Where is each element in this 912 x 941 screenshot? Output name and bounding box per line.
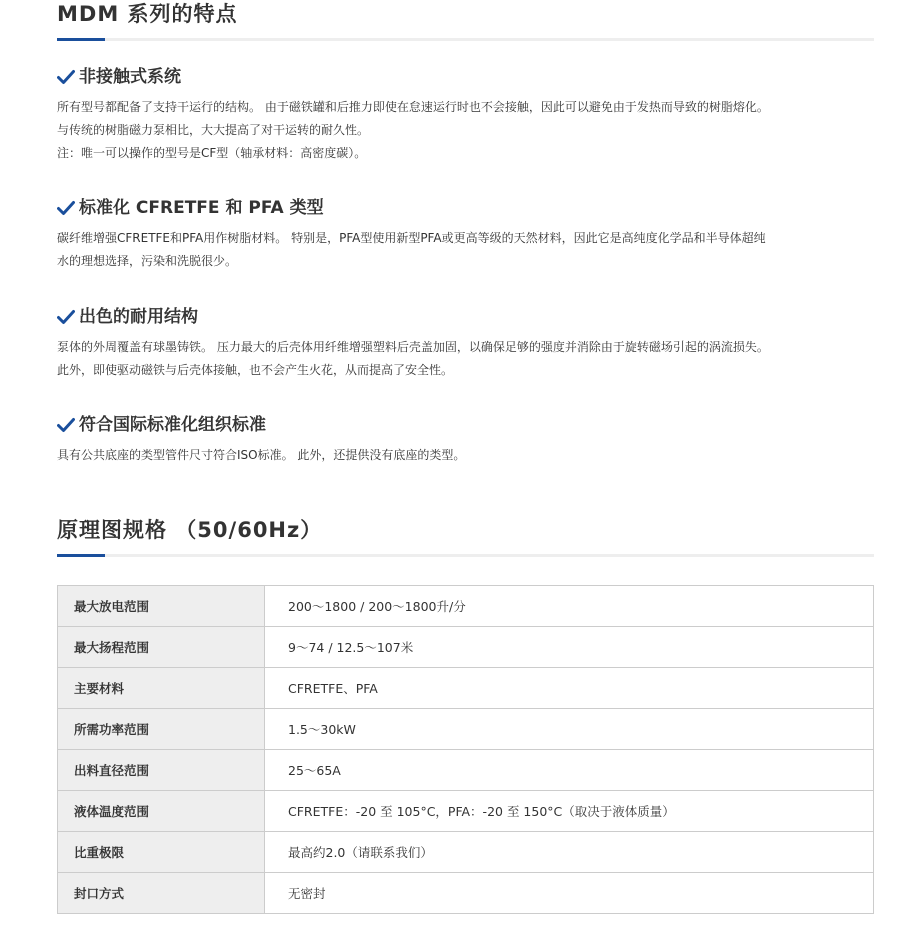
- feature-text-line: 具有公共底座的类型管件尺寸符合ISO标准。 此外，还提供没有底座的类型。: [57, 448, 466, 462]
- check-icon: [57, 69, 75, 85]
- features-section: [57, 0, 874, 41]
- feature-heading: [57, 306, 874, 328]
- check-icon: [57, 309, 75, 325]
- table-row: [58, 832, 874, 873]
- title-rule: [57, 38, 874, 41]
- feature-heading: [57, 414, 874, 436]
- feature-heading: [57, 66, 874, 88]
- table-row: [58, 586, 874, 627]
- spec-value: 9～74 / 12.5～107米: [265, 627, 874, 668]
- feature-description: [57, 336, 874, 382]
- spec-label: 出料直径范围: [58, 750, 265, 791]
- table-row: [58, 873, 874, 914]
- feature-item: [57, 414, 874, 467]
- table-row: [58, 791, 874, 832]
- feature-text-line: 与传统的树脂磁力泵相比，大大提高了对干运转的耐久性。: [57, 123, 370, 137]
- specs-section: [57, 516, 874, 557]
- spec-value: CFRETFE、PFA: [265, 668, 874, 709]
- spec-value: 无密封: [265, 873, 874, 914]
- title-rule-accent: [57, 554, 105, 557]
- title-rule: [57, 554, 874, 557]
- section-title-specs: 原理图规格 （50/60Hz）: [57, 518, 323, 542]
- table-row: [58, 750, 874, 791]
- table-row: [58, 627, 874, 668]
- spec-value: 1.5～30kW: [265, 709, 874, 750]
- feature-item: [57, 197, 874, 273]
- feature-text-line: 碳纤维增强CFRETFE和PFA用作树脂材料。 特别是，PFA型使用新型PFA或更高等级的天然材料，因此它是高纯度化学品和半导体超纯: [57, 231, 766, 245]
- spec-label: 所需功率范围: [58, 709, 265, 750]
- feature-item: [57, 66, 874, 165]
- feature-text-line: 水的理想选择，污染和洗脱很少。: [57, 254, 238, 268]
- feature-text-line: 泵体的外周覆盖有球墨铸铁。 压力最大的后壳体用纤维增强塑料后壳盖加固，以确保足够的强度并消除由于旋转磁场引起的涡流损失。: [57, 340, 769, 354]
- spec-value: 25～65A: [265, 750, 874, 791]
- feature-text-line: 此外，即使驱动磁铁与后壳体接触，也不会产生火花，从而提高了安全性。: [57, 363, 454, 377]
- title-rule-accent: [57, 38, 105, 41]
- check-icon: [57, 417, 75, 433]
- spec-value: 最高约2.0（请联系我们）: [265, 832, 874, 873]
- feature-heading-text: 标准化 CFRETFE 和 PFA 类型: [79, 198, 324, 218]
- check-icon: [57, 200, 75, 216]
- spec-value: CFRETFE：-20 至 105°C，PFA：-20 至 150°C（取决于液体质量）: [265, 791, 874, 832]
- feature-text-line: 所有型号都配备了支持干运行的结构。 由于磁铁罐和后推力即使在怠速运行时也不会接触，因此可以避免由于发热而导致的树脂熔化。: [57, 100, 769, 114]
- feature-heading-text: 符合国际标准化组织标准: [79, 415, 266, 435]
- spec-table: [57, 585, 874, 914]
- feature-heading-text: 非接触式系统: [79, 67, 181, 87]
- feature-item: [57, 306, 874, 382]
- feature-description: [57, 96, 874, 165]
- spec-value: 200～1800 / 200～1800升/分: [265, 586, 874, 627]
- spec-label: 主要材料: [58, 668, 265, 709]
- spec-label: 封口方式: [58, 873, 265, 914]
- feature-heading-text: 出色的耐用结构: [79, 307, 198, 327]
- table-row: [58, 709, 874, 750]
- spec-label: 比重极限: [58, 832, 265, 873]
- feature-text-line: 注：唯一可以操作的型号是CF型（轴承材料：高密度碳）。: [57, 146, 367, 160]
- feature-heading: [57, 197, 874, 219]
- section-title-features: MDM 系列的特点: [57, 2, 238, 26]
- feature-description: [57, 227, 874, 273]
- feature-description: [57, 444, 874, 467]
- table-row: [58, 668, 874, 709]
- spec-label: 液体温度范围: [58, 791, 265, 832]
- spec-label: 最大放电范围: [58, 586, 265, 627]
- spec-label: 最大扬程范围: [58, 627, 265, 668]
